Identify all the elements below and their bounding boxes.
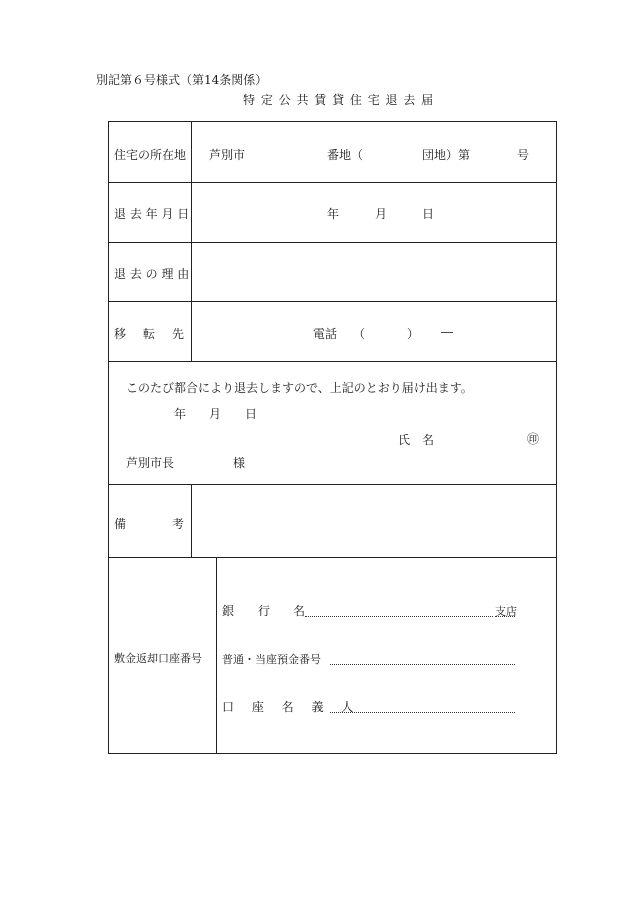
date-day: 日 (422, 207, 435, 221)
declaration-statement: このたび都合により退去しますので、上記のとおり届け出ます。 (126, 381, 473, 395)
branch-label: 支店 (495, 605, 517, 618)
remarks-field[interactable] (195, 490, 550, 552)
declaration-day: 日 (245, 407, 258, 421)
address-banchi: 番地（ (327, 148, 364, 162)
phone-label: 電話 (313, 327, 338, 341)
account-number-field[interactable] (330, 664, 515, 665)
bank-label-3: 名 (293, 604, 306, 618)
destination-address-field[interactable] (195, 305, 307, 355)
destination-label-1: 移 (114, 327, 127, 341)
remarks-label-2: 考 (172, 517, 185, 531)
address-danchi-field[interactable] (368, 136, 418, 166)
phone-number-field[interactable] (458, 318, 548, 344)
column-divider (216, 557, 217, 754)
account-number-label: 普通・当座預金番号 (222, 653, 321, 666)
row-divider (109, 484, 556, 485)
address-danchi: 団地）第 (422, 148, 471, 162)
row-divider (109, 557, 556, 558)
declaration-date-field[interactable] (160, 400, 270, 422)
address-room-field[interactable] (470, 136, 514, 166)
date-label: 退 去 年 月 日 (114, 207, 190, 221)
account-holder-field[interactable] (330, 712, 515, 713)
remarks-label-1: 備 (114, 517, 127, 531)
seal-mark: ㊞ (527, 432, 540, 446)
addressee-sama: 様 (233, 456, 246, 470)
reason-label: 退 去 の 理 由 (114, 267, 190, 281)
refund-account-label: 敷金返却口座番号 (114, 652, 202, 665)
phone-paren-close: ） (407, 327, 420, 341)
row-divider (109, 242, 556, 243)
account-holder-label: 口 座 名 義 人 (222, 700, 361, 714)
addressee: 芦別市長 (126, 456, 175, 470)
phone-area-code-field[interactable] (366, 318, 406, 344)
destination-label-2: 転 (143, 327, 156, 341)
column-divider (191, 484, 192, 557)
row-divider (109, 301, 556, 302)
move-out-date-field[interactable] (195, 186, 550, 236)
reason-field[interactable] (195, 246, 550, 296)
bank-name-field[interactable] (305, 616, 493, 617)
address-go: 号 (517, 148, 530, 162)
column-divider (191, 122, 192, 361)
date-month: 月 (375, 207, 388, 221)
declarant-name-field[interactable] (440, 426, 522, 448)
address-banchi-field[interactable] (250, 136, 322, 166)
phone-paren-open: （ (353, 327, 366, 341)
declaration-year: 年 (174, 407, 187, 421)
date-year: 年 (327, 207, 340, 221)
branch-underline (495, 616, 515, 617)
declarant-name-label: 氏 名 (398, 433, 435, 447)
row-divider (109, 361, 556, 362)
bank-label-1: 銀 (222, 604, 235, 618)
form-title: 特 定 公 共 賃 貸 住 宅 退 去 届 (243, 93, 435, 107)
bank-label-2: 行 (258, 604, 271, 618)
phone-dash: ― (441, 325, 453, 339)
row-divider (109, 182, 556, 183)
form-number: 別記第６号様式（第14条関係） (96, 73, 268, 87)
address-label: 住宅の所在地 (114, 148, 187, 162)
declaration-month: 月 (209, 407, 222, 421)
destination-label-3: 先 (172, 327, 185, 341)
address-city: 芦別市 (209, 148, 246, 162)
